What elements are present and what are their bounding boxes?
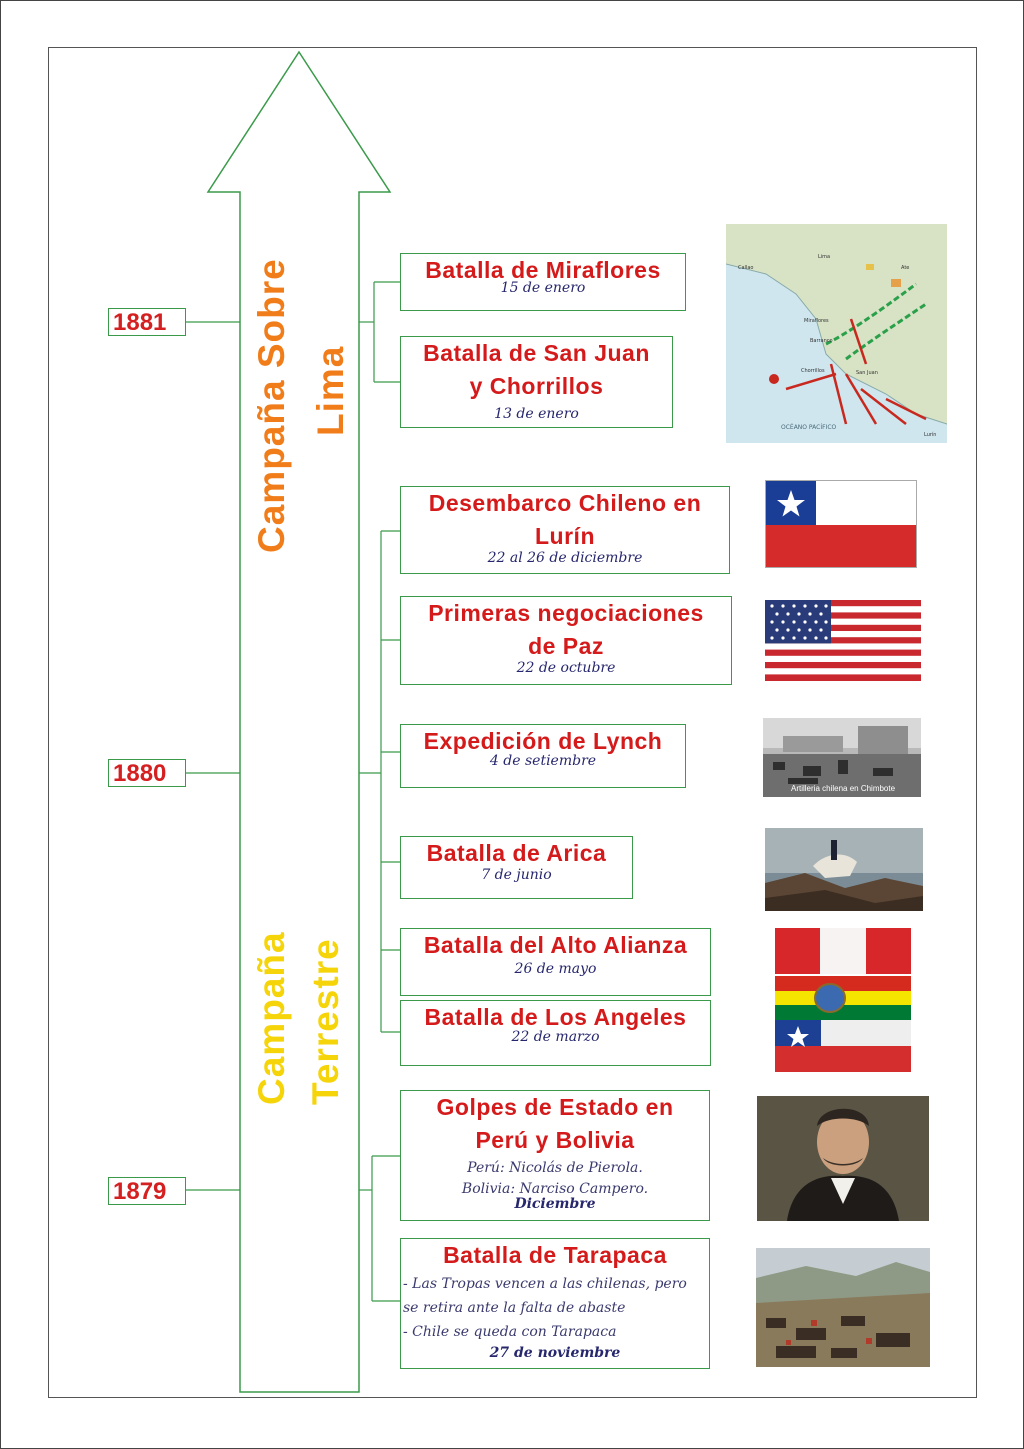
- bolivia-flag-graphic: [775, 976, 911, 1020]
- map-ocean-label: OCÉANO PACÍFICO: [781, 424, 837, 431]
- event-title-line2: Lurín: [535, 523, 595, 549]
- event-lurin: [400, 486, 730, 574]
- event-note-2: se retira ante la falta de abaste: [403, 1300, 626, 1316]
- event-date: 22 de octubre: [516, 660, 616, 676]
- pierola-portrait: [757, 1096, 929, 1221]
- chile-flag-wavy-graphic: [775, 1020, 911, 1072]
- event-date: 4 de setiembre: [489, 753, 597, 769]
- campaign-lima-line2: Lima: [310, 345, 351, 436]
- event-note-peru: Perú: Nicolás de Pierola.: [467, 1160, 643, 1176]
- event-miraflores: [400, 253, 686, 311]
- event-arica: [400, 836, 633, 899]
- portrait-graphic: [757, 1096, 929, 1221]
- event-date: 13 de enero: [494, 406, 579, 422]
- event-title: Batalla de Los Angeles: [424, 1004, 687, 1030]
- usa-flag: [765, 600, 921, 681]
- chile-flag: [765, 480, 917, 568]
- map-graphic: [726, 224, 947, 443]
- event-lynch: [400, 724, 686, 788]
- lynch-photo-caption: Artilleria chilena en Chimbote: [791, 784, 896, 793]
- campaign-terrestre-line1: Campaña: [251, 931, 292, 1105]
- campaign-terrestre-line2: Terrestre: [305, 938, 346, 1105]
- arica-painting-graphic: [765, 828, 923, 911]
- event-title-line1: Desembarco Chileno en: [428, 490, 702, 516]
- peru-flag-graphic: [775, 928, 911, 974]
- event-los-angeles: [400, 1000, 711, 1066]
- tarapaca-painting: [756, 1248, 930, 1367]
- tarapaca-painting-graphic: [756, 1248, 930, 1367]
- event-golpes: [400, 1090, 710, 1221]
- map-label-chorrillos: Chorrillos: [801, 368, 825, 374]
- peru-flag: [775, 928, 911, 974]
- bolivia-flag: [775, 976, 911, 1020]
- event-negociaciones: [400, 596, 732, 685]
- map-label-san-juan: San Juan: [856, 370, 878, 376]
- event-note-bolivia: Bolivia: Narciso Campero.: [461, 1181, 649, 1197]
- event-title-line2: y Chorrillos: [469, 373, 604, 399]
- map-label-lima: Lima: [818, 254, 831, 260]
- campaign-lima-line1: Campaña Sobre: [251, 258, 292, 553]
- event-date: 26 de mayo: [514, 961, 597, 977]
- event-date: 15 de enero: [500, 280, 586, 296]
- event-san-juan: [400, 336, 673, 428]
- chile-flag-graphic: [766, 481, 917, 568]
- event-date: 27 de noviembre: [489, 1345, 621, 1361]
- timeline-arrow: [208, 52, 390, 1392]
- event-title-line2: Perú y Bolivia: [475, 1127, 635, 1153]
- map-label-lurin: Lurín: [924, 432, 937, 438]
- event-date: Diciembre: [514, 1196, 596, 1212]
- event-date: 22 al 26 de diciembre: [487, 550, 643, 566]
- map-label-ate: Ate: [901, 265, 910, 271]
- event-title: Batalla de Miraflores: [425, 257, 661, 283]
- year-1880: 1880: [108, 759, 186, 787]
- event-date: 7 de junio: [481, 867, 552, 883]
- event-note-1: - Las Tropas vencen a las chilenas, pero: [403, 1276, 687, 1292]
- event-title: Batalla del Alto Alianza: [423, 932, 688, 958]
- event-title-line1: Golpes de Estado en: [436, 1094, 674, 1120]
- event-title-line1: Batalla de San Juan: [423, 340, 650, 366]
- event-note-3: - Chile se queda con Tarapaca: [403, 1324, 617, 1340]
- year-1879: 1879: [108, 1177, 186, 1205]
- event-title: Expedición de Lynch: [423, 728, 663, 754]
- chile-flag-wavy: [775, 1020, 911, 1072]
- lynch-expedition-photo: [763, 718, 921, 797]
- event-title: Batalla de Arica: [426, 840, 607, 866]
- usa-flag-graphic: [765, 600, 921, 681]
- event-title-line2: de Paz: [528, 633, 604, 659]
- event-date: 22 de marzo: [511, 1029, 600, 1045]
- lima-campaign-map: [726, 224, 947, 443]
- arica-painting: [765, 828, 923, 911]
- event-title: Batalla de Tarapaca: [443, 1242, 667, 1268]
- event-title-line1: Primeras negociaciones: [428, 600, 704, 626]
- year-1881: 1881: [108, 308, 186, 336]
- map-label-miraflores: Miraflores: [804, 318, 829, 324]
- map-label-callao: Callao: [738, 265, 754, 271]
- event-alto-alianza: [400, 928, 711, 996]
- map-label-barranco: Barranco: [810, 338, 833, 344]
- event-tarapaca: [400, 1238, 710, 1369]
